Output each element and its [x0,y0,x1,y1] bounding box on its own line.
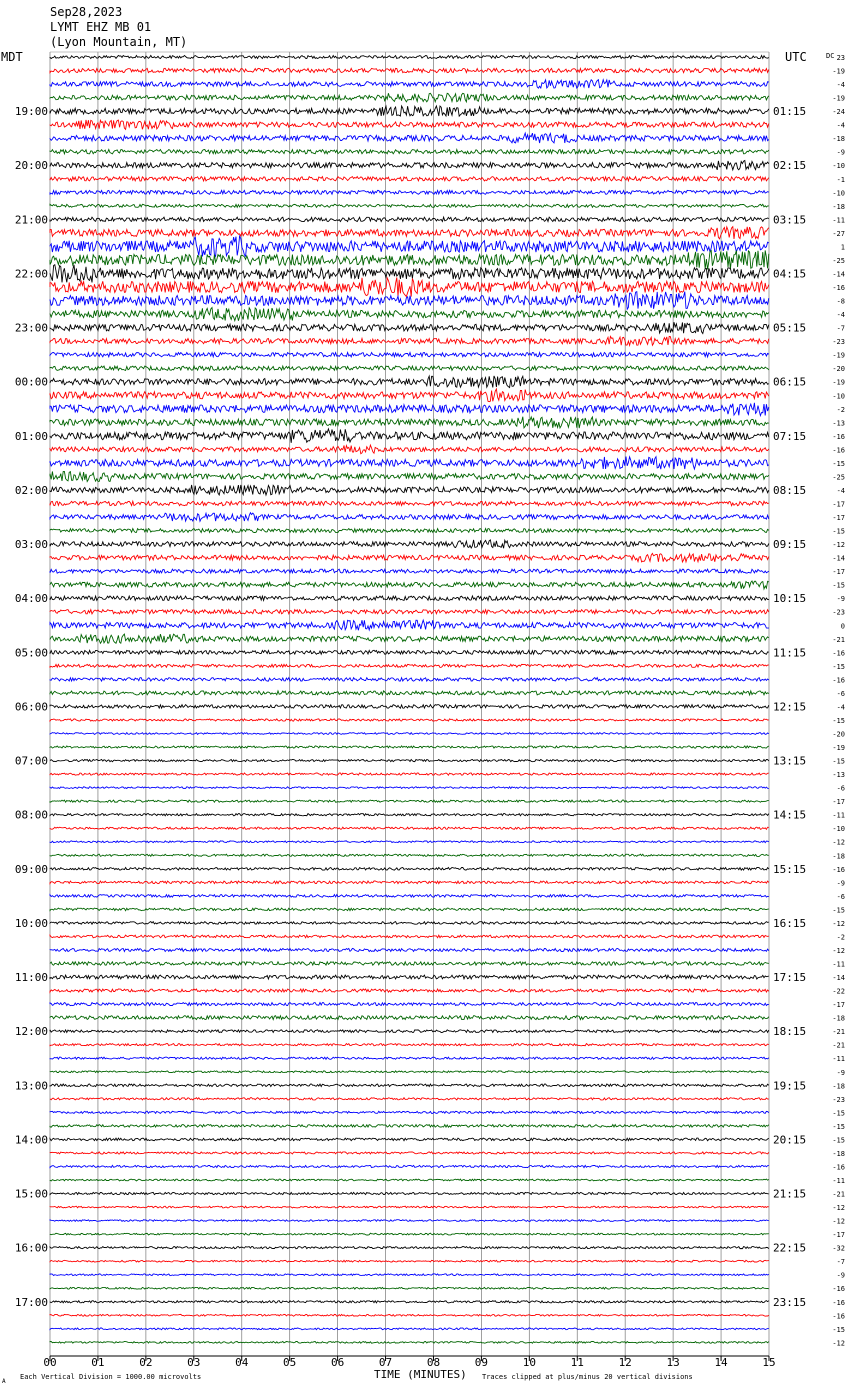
dc-offset-22: -19 [832,351,845,360]
trace-row-55 [50,800,769,802]
trace-row-40 [50,596,769,600]
dc-offset-48: -4 [836,703,845,712]
dc-offset-53: -13 [832,771,845,780]
trace-row-67 [50,962,769,966]
dc-offset-74: -11 [832,1055,845,1064]
scale-note: Each Vertical Division = 1000.00 microvolts [20,1373,202,1381]
x-tick-label-06: 06 [330,1356,345,1369]
trace-row-43 [50,634,769,643]
dc-offset-40: -9 [836,595,845,604]
trace-row-72 [50,1030,769,1033]
mdt-hour-label: 01:00 [14,429,48,443]
trace-row-44 [50,650,769,654]
mdt-hour-label: 19:00 [14,105,48,119]
x-axis-title: TIME (MINUTES) [374,1368,467,1381]
trace-row-75 [50,1071,769,1073]
dc-offset-37: -14 [832,554,845,563]
x-tick-label-15: 15 [762,1356,776,1369]
dc-offset-54: -6 [836,784,845,793]
utc-hour-label: 06:15 [773,375,807,389]
trace-row-0 [50,56,769,59]
trace-row-59 [50,854,769,856]
trace-row-1 [50,68,769,72]
dc-offset-8: -10 [832,162,845,171]
trace-row-24 [50,376,769,388]
dc-offset-55: -17 [832,798,845,807]
trace-row-57 [50,827,769,829]
utc-hour-label: 20:15 [773,1133,807,1147]
trace-row-22 [50,353,769,357]
trace-row-42 [50,620,769,630]
dc-offset-12: -11 [832,216,845,225]
dc-offset-89: -7 [836,1258,845,1267]
trace-row-71 [50,1016,769,1020]
trace-row-52 [50,760,769,762]
trace-row-3 [50,93,769,102]
dc-offset-87: -17 [832,1231,845,1240]
mdt-hour-label: 05:00 [14,646,48,660]
mdt-hour-label: 14:00 [14,1133,48,1147]
dc-offset-92: -16 [832,1298,845,1307]
trace-row-36 [50,540,769,548]
dc-offset-62: -6 [836,892,845,901]
dc-offset-23: -20 [832,365,845,374]
mdt-hour-label: 08:00 [14,808,48,822]
dc-offset-3: -19 [832,94,845,103]
dc-offset-17: -16 [832,284,845,292]
mdt-hour-label: 07:00 [14,754,48,768]
dc-offset-26: -2 [836,405,845,414]
dc-offset-6: -18 [832,135,845,144]
dc-offset-43: -21 [832,635,845,644]
trace-row-19 [50,308,769,321]
dc-offset-21: -23 [832,338,845,347]
dc-offset-58: -12 [832,838,845,847]
x-tick-label-02: 02 [139,1356,153,1369]
trace-row-17 [50,278,769,297]
trace-row-21 [50,336,769,345]
trace-row-4 [50,106,769,116]
dc-offset-13: -27 [832,229,845,238]
trace-row-64 [50,922,769,925]
utc-hour-label: 21:15 [773,1187,807,1201]
trace-row-2 [50,80,769,88]
dc-offset-24: -19 [832,378,845,387]
dc-offset-32: -4 [836,487,845,495]
trace-row-88 [50,1247,769,1249]
dc-offset-41: -23 [832,608,845,617]
trace-row-37 [50,553,769,562]
dc-offset-95: -12 [832,1339,845,1348]
trace-row-54 [50,787,769,789]
trace-row-16 [50,265,769,283]
header-location: (Lyon Mountain, MT) [50,35,188,49]
dc-offset-5: -4 [836,121,845,130]
trace-row-61 [50,881,769,884]
trace-row-63 [50,908,769,911]
dc-offset-labels [832,54,845,1347]
x-tick-label-12: 12 [618,1356,632,1369]
trace-row-60 [50,868,769,871]
x-tick-label-08: 08 [426,1356,441,1369]
dc-offset-10: -10 [832,189,845,198]
dc-offset-77: -23 [832,1095,845,1104]
trace-row-45 [50,664,769,667]
utc-hour-label: 19:15 [773,1079,807,1093]
trace-row-5 [50,120,769,129]
x-tick-label-13: 13 [666,1356,680,1369]
utc-hour-label: 07:15 [773,429,807,443]
dc-offset-69: -22 [832,987,845,996]
dc-offset-85: -12 [832,1204,845,1212]
dc-offset-93: -16 [832,1312,845,1321]
trace-row-84 [50,1192,769,1194]
trace-row-49 [50,719,769,721]
utc-hour-label: 03:15 [773,213,807,227]
mdt-hour-label: 15:00 [14,1187,48,1201]
dc-offset-70: -17 [832,1001,845,1010]
trace-row-28 [50,429,769,443]
trace-row-8 [50,161,769,170]
x-tick-label-10: 10 [522,1356,536,1369]
dc-offset-4: -24 [832,108,845,117]
utc-hour-label: 12:15 [773,700,807,714]
utc-hour-label: 15:15 [773,862,807,876]
dc-offset-88: -32 [832,1244,845,1253]
mdt-hour-label: 09:00 [14,862,48,876]
trace-row-83 [50,1179,769,1181]
trace-row-46 [50,678,769,682]
dc-offset-14: 1 [840,243,845,252]
dc-offset-90: -9 [836,1271,845,1280]
trace-row-79 [50,1125,769,1128]
dc-offset-91: -16 [832,1285,845,1294]
trace-row-27 [50,417,769,428]
trace-row-35 [50,529,769,533]
trace-row-48 [50,705,769,709]
dc-offset-31: -25 [832,473,845,482]
dc-offset-38: -17 [832,568,845,577]
trace-row-85 [50,1206,769,1208]
trace-row-47 [50,691,769,695]
mdt-hour-label: 10:00 [14,916,48,930]
trace-row-50 [50,733,769,735]
dc-offset-34: -17 [832,514,845,522]
dc-label: DC [826,52,835,60]
dc-offset-50: -20 [832,730,845,739]
x-tick-label-05: 05 [283,1356,297,1369]
dc-offset-25: -10 [832,392,845,401]
utc-hour-label: 14:15 [773,808,807,822]
dc-offset-19: -4 [836,311,845,320]
trace-row-11 [50,204,769,207]
dc-offset-44: -16 [832,649,845,658]
dc-offset-56: -11 [832,811,845,820]
trace-row-53 [50,773,769,775]
trace-row-62 [50,895,769,898]
dc-offset-80: -15 [832,1136,845,1145]
utc-hour-label: 22:15 [773,1241,807,1255]
mdt-hour-label: 22:00 [14,267,48,281]
trace-row-74 [50,1057,769,1059]
dc-offset-33: -17 [832,500,845,509]
dc-offset-18: -8 [836,297,845,306]
dc-offset-42: 0 [840,622,845,631]
utc-hour-label: 08:15 [773,484,807,497]
dc-offset-28: -16 [832,432,845,441]
dc-offset-82: -16 [832,1163,845,1172]
trace-row-73 [50,1044,769,1046]
trace-row-93 [50,1314,769,1316]
dc-offset-36: -12 [832,541,845,550]
x-tick-label-09: 09 [474,1356,489,1369]
trace-row-18 [50,292,769,310]
corner-mark: A [2,1378,6,1385]
trace-row-77 [50,1098,769,1100]
trace-row-39 [50,581,769,589]
trace-row-13 [50,227,769,239]
dc-offset-11: -18 [832,202,845,211]
dc-offset-71: -18 [832,1014,845,1023]
trace-row-69 [50,989,769,992]
mdt-hour-label: 23:00 [14,321,48,335]
trace-row-7 [50,150,769,154]
trace-row-29 [50,445,769,454]
utc-hour-label: 16:15 [773,916,807,930]
mdt-hour-label: 02:00 [14,484,48,497]
utc-hour-label: 02:15 [773,159,807,173]
x-tick-label-11: 11 [570,1356,584,1369]
clip-note: Traces clipped at plus/minus 20 vertical divisions [482,1373,693,1381]
dc-offset-79: -15 [832,1122,845,1131]
dc-offset-1: -19 [832,67,845,76]
trace-row-76 [50,1084,769,1087]
x-tick-label-07: 07 [378,1356,393,1369]
utc-hour-label: 13:15 [773,754,807,768]
trace-row-15 [50,250,769,269]
dc-offset-75: -9 [836,1068,845,1077]
trace-row-9 [50,177,769,181]
dc-offset-67: -11 [832,960,845,969]
trace-row-70 [50,1003,769,1006]
trace-row-25 [50,389,769,402]
dc-offset-51: -19 [832,744,845,752]
mdt-hour-label: 12:00 [14,1025,48,1039]
utc-hour-label: 18:15 [773,1025,807,1039]
trace-row-81 [50,1152,769,1154]
mdt-hour-label: 17:00 [14,1295,48,1309]
trace-row-6 [50,133,769,143]
trace-row-38 [50,569,769,573]
mdt-hour-label: 00:00 [14,375,48,389]
trace-row-34 [50,513,769,522]
x-tick-label-14: 14 [714,1356,728,1369]
dc-offset-78: -15 [832,1109,845,1118]
dc-offset-68: -14 [832,974,845,982]
trace-row-51 [50,746,769,748]
trace-row-41 [50,610,769,614]
trace-row-92 [50,1301,769,1303]
trace-row-95 [50,1342,769,1344]
seismic-traces [50,56,769,1344]
trace-row-66 [50,948,769,951]
trace-row-20 [50,322,769,333]
utc-hour-label: 01:15 [773,105,807,119]
trace-row-10 [50,190,769,194]
dc-offset-59: -18 [832,852,845,861]
dc-offset-39: -15 [832,581,845,590]
x-tick-label-04: 04 [235,1356,249,1369]
trace-row-58 [50,841,769,843]
dc-offset-15: -25 [832,256,845,265]
trace-row-33 [50,501,769,505]
mdt-hour-label: 06:00 [14,700,48,714]
dc-offset-16: -14 [832,270,845,279]
trace-row-65 [50,935,769,938]
trace-row-87 [50,1233,769,1235]
utc-hour-label: 10:15 [773,592,807,606]
x-tick-label-00: 00 [43,1356,57,1369]
dc-offset-45: -15 [832,662,845,671]
x-tick-label-01: 01 [91,1356,105,1369]
trace-row-56 [50,814,769,816]
left-timezone-label: MDT [1,50,23,64]
dc-offset-52: -15 [832,757,845,766]
trace-row-14 [50,236,769,256]
utc-hour-label: 09:15 [773,538,807,552]
header-date: Sep28,2023 [50,5,123,19]
dc-offset-57: -10 [832,825,845,834]
trace-row-31 [50,472,769,482]
dc-offset-72: -21 [832,1028,845,1037]
utc-hour-label: 04:15 [773,267,807,281]
dc-offset-46: -16 [832,676,845,685]
dc-offset-2: -4 [836,81,845,90]
mdt-hour-label: 11:00 [14,971,48,984]
utc-hour-labels [773,105,806,1309]
dc-offset-76: -18 [832,1082,845,1091]
x-tick-label-03: 03 [187,1356,201,1369]
dc-offset-61: -9 [836,879,845,888]
trace-row-32 [50,485,769,495]
dc-offset-64: -12 [832,919,845,928]
trace-row-91 [50,1287,769,1289]
dc-offset-86: -12 [832,1217,845,1226]
mdt-hour-label: 13:00 [14,1079,48,1093]
dc-offset-35: -15 [832,527,845,536]
dc-offset-60: -16 [832,865,845,874]
mdt-hour-label: 20:00 [14,159,48,173]
trace-row-94 [50,1328,769,1330]
dc-offset-83: -11 [832,1177,845,1185]
dc-offset-20: -7 [836,324,845,333]
trace-row-80 [50,1138,769,1141]
trace-row-86 [50,1220,769,1222]
trace-row-23 [50,366,769,370]
dc-offset-27: -13 [832,419,845,428]
dc-offset-84: -21 [832,1190,845,1199]
dc-offset-63: -15 [832,906,845,915]
dc-offset-30: -15 [832,459,845,468]
dc-offset-73: -21 [832,1041,845,1050]
mdt-hour-labels [15,105,48,1309]
trace-row-89 [50,1260,769,1262]
dc-offset-66: -12 [832,947,845,955]
utc-hour-label: 23:15 [773,1295,807,1309]
header-station: LYMT EHZ MB 01 [50,20,152,34]
trace-row-82 [50,1165,769,1167]
utc-hour-label: 05:15 [773,321,807,335]
trace-row-78 [50,1111,769,1113]
trace-row-12 [50,217,769,221]
dc-offset-7: -9 [836,148,845,157]
dc-offset-49: -15 [832,717,845,725]
trace-row-30 [50,457,769,470]
mdt-hour-label: 21:00 [14,213,48,227]
utc-hour-label: 17:15 [773,971,807,984]
dc-offset-47: -6 [836,689,845,698]
utc-hour-label: 11:15 [773,646,807,660]
mdt-hour-label: 03:00 [14,538,48,552]
dc-offset-65: -2 [836,933,845,942]
mdt-hour-label: 16:00 [14,1241,48,1255]
right-timezone-label: UTC [785,50,807,64]
dc-offset-29: -16 [832,446,845,455]
dc-offset-94: -15 [832,1325,845,1334]
dc-offset-9: -1 [836,175,845,184]
trace-row-68 [50,975,769,979]
mdt-hour-label: 04:00 [14,592,48,606]
trace-row-90 [50,1274,769,1276]
dc-offset-81: -18 [832,1149,845,1158]
trace-row-26 [50,403,769,416]
dc-offset-0: 23 [836,54,845,62]
